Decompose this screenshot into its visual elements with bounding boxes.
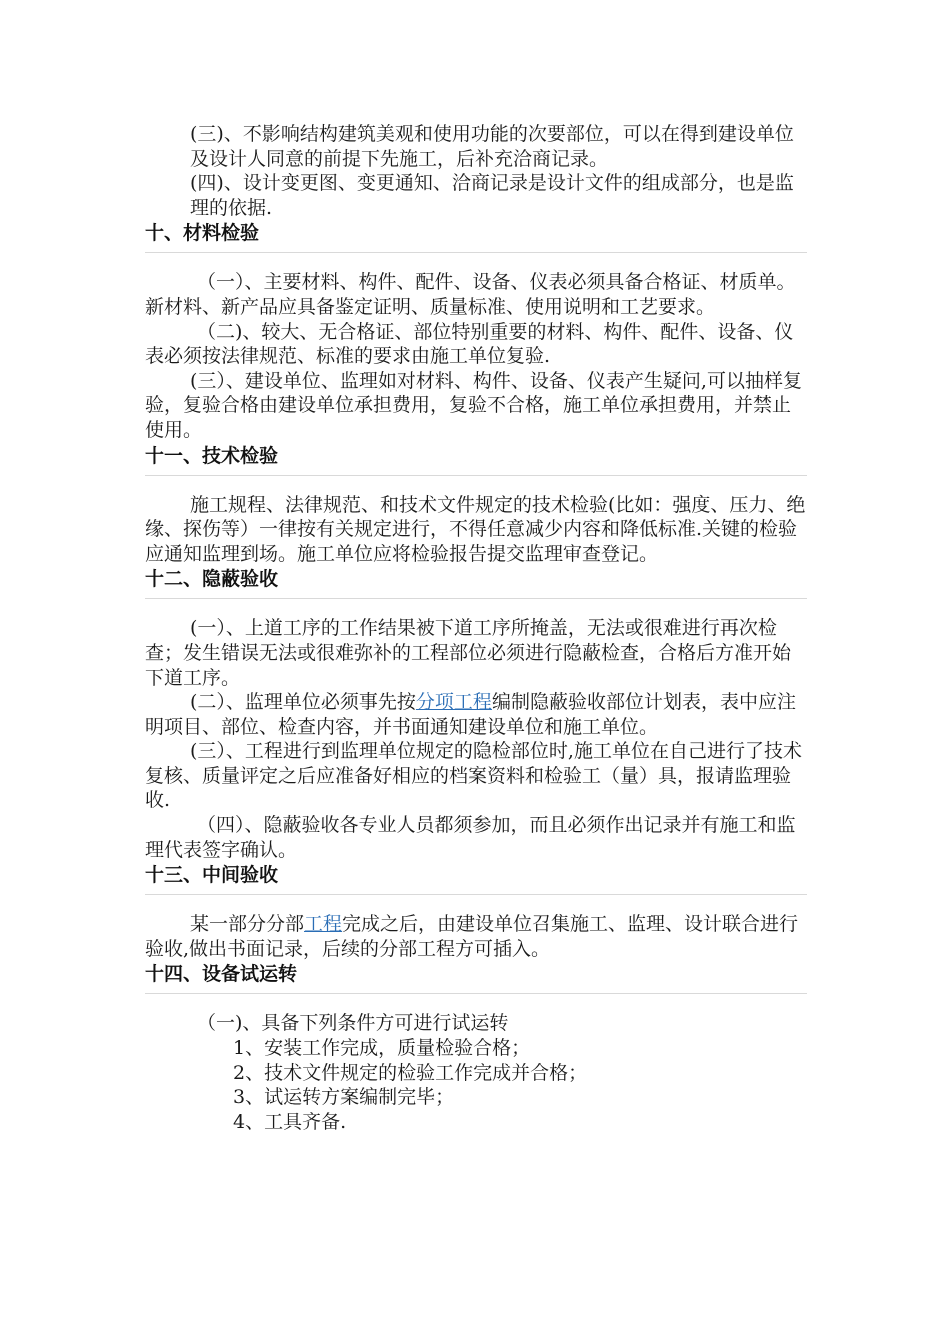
section-heading-11: 十一、技术检验 — [145, 444, 279, 467]
section-divider — [145, 252, 807, 253]
list-item: 2、技术文件规定的检验工作完成并合格； — [233, 1061, 588, 1084]
paragraph-12-2-text: (二）、监理单位必须事先按 — [190, 691, 416, 714]
paragraph-14-1: （一)、具备下列条件方可进行试运转 — [197, 1012, 509, 1035]
paragraph-12-2-text-tail: 编制隐蔽验收部位计划表，表中应注明项目、部位、检查内容，并书面通知建设单位和施工单位。 — [145, 691, 796, 738]
section-divider — [145, 598, 807, 599]
section-divider — [145, 993, 807, 994]
paragraph-13-1 — [145, 912, 807, 961]
section-divider — [145, 894, 807, 895]
list-item: 1、安装工作完成，质量检验合格； — [233, 1037, 531, 1060]
list-item: 4、工具齐备. — [233, 1110, 347, 1133]
list-item: 3、试运转方案编制完毕； — [233, 1086, 455, 1109]
paragraph-10-2: （二)、较大、无合格证、部位特别重要的材料、构件、配件、设备、仪表必须按法律规范、标准的要求由施工单位复验. — [145, 320, 794, 368]
paragraph-13-1-text-tail: 完成之后，由建设单位召集施工、监理、设计联合进行验收,做出书面记录，后续的分部工程方可插入。 — [145, 913, 799, 960]
paragraph-12-4: （四）、隐蔽验收各专业人员都须参加，而且必须作出记录并有施工和监理代表签字确认。 — [145, 814, 796, 861]
section-heading-12: 十二、隐蔽验收 — [145, 568, 279, 591]
section-heading-14: 十四、设备试运转 — [145, 963, 298, 986]
link-gongcheng[interactable]: 工程 — [304, 913, 343, 936]
section-heading-10: 十、材料检验 — [145, 222, 260, 245]
paragraph-10-3: (三）、建设单位、监理如对材料、构件、设备、仪表产生疑问,可以抽样复验，复验合格由建设单位承担费用，复验不合格，施工单位承担费用，并禁止使用。 — [145, 369, 802, 441]
paragraph-intro-3: (三)、不影响结构建筑美观和使用功能的次要部位，可以在得到建设单位及设计人同意的前提下先施工，后补充洽商记录。 — [190, 123, 794, 170]
section-divider — [145, 475, 807, 476]
section-heading-13: 十三、中间验收 — [145, 864, 279, 887]
paragraph-11-1: 施工规程、法律规范、和技术文件规定的技术检验(比如：强度、压力、绝缘、探伤等）一律按有关规定进行，不得任意减少内容和降低标准.关键的检验应通知监理到场。施工单位应将检验报告提交监理审查登记。 — [145, 493, 806, 565]
paragraph-10-1: （一）、主要材料、构件、配件、设备、仪表必须具备合格证、材质单。新材料、新产品应具备鉴定证明、质量标准、使用说明和工艺要求。 — [145, 271, 796, 318]
paragraph-12-2 — [145, 690, 807, 739]
paragraph-12-1: (一）、上道工序的工作结果被下道工序所掩盖，无法或很难进行再次检查；发生错误无法或很难弥补的工程部位必须进行隐蔽检查，合格后方准开始下道工序。 — [145, 617, 792, 689]
link-fenxiang-gongcheng[interactable]: 分项工程 — [415, 691, 492, 714]
paragraph-12-3: (三）、工程进行到监理单位规定的隐检部位时,施工单位在自己进行了技术复核、质量评定之后应准备好相应的档案资料和检验工（量）具，报请监理验收. — [145, 740, 802, 812]
document-body — [145, 122, 807, 1134]
paragraph-13-1-text: 某一部分分部 — [190, 913, 305, 936]
paragraph-intro-4: (四)、设计变更图、变更通知、洽商记录是设计文件的组成部分，也是监理的依据. — [190, 172, 794, 219]
